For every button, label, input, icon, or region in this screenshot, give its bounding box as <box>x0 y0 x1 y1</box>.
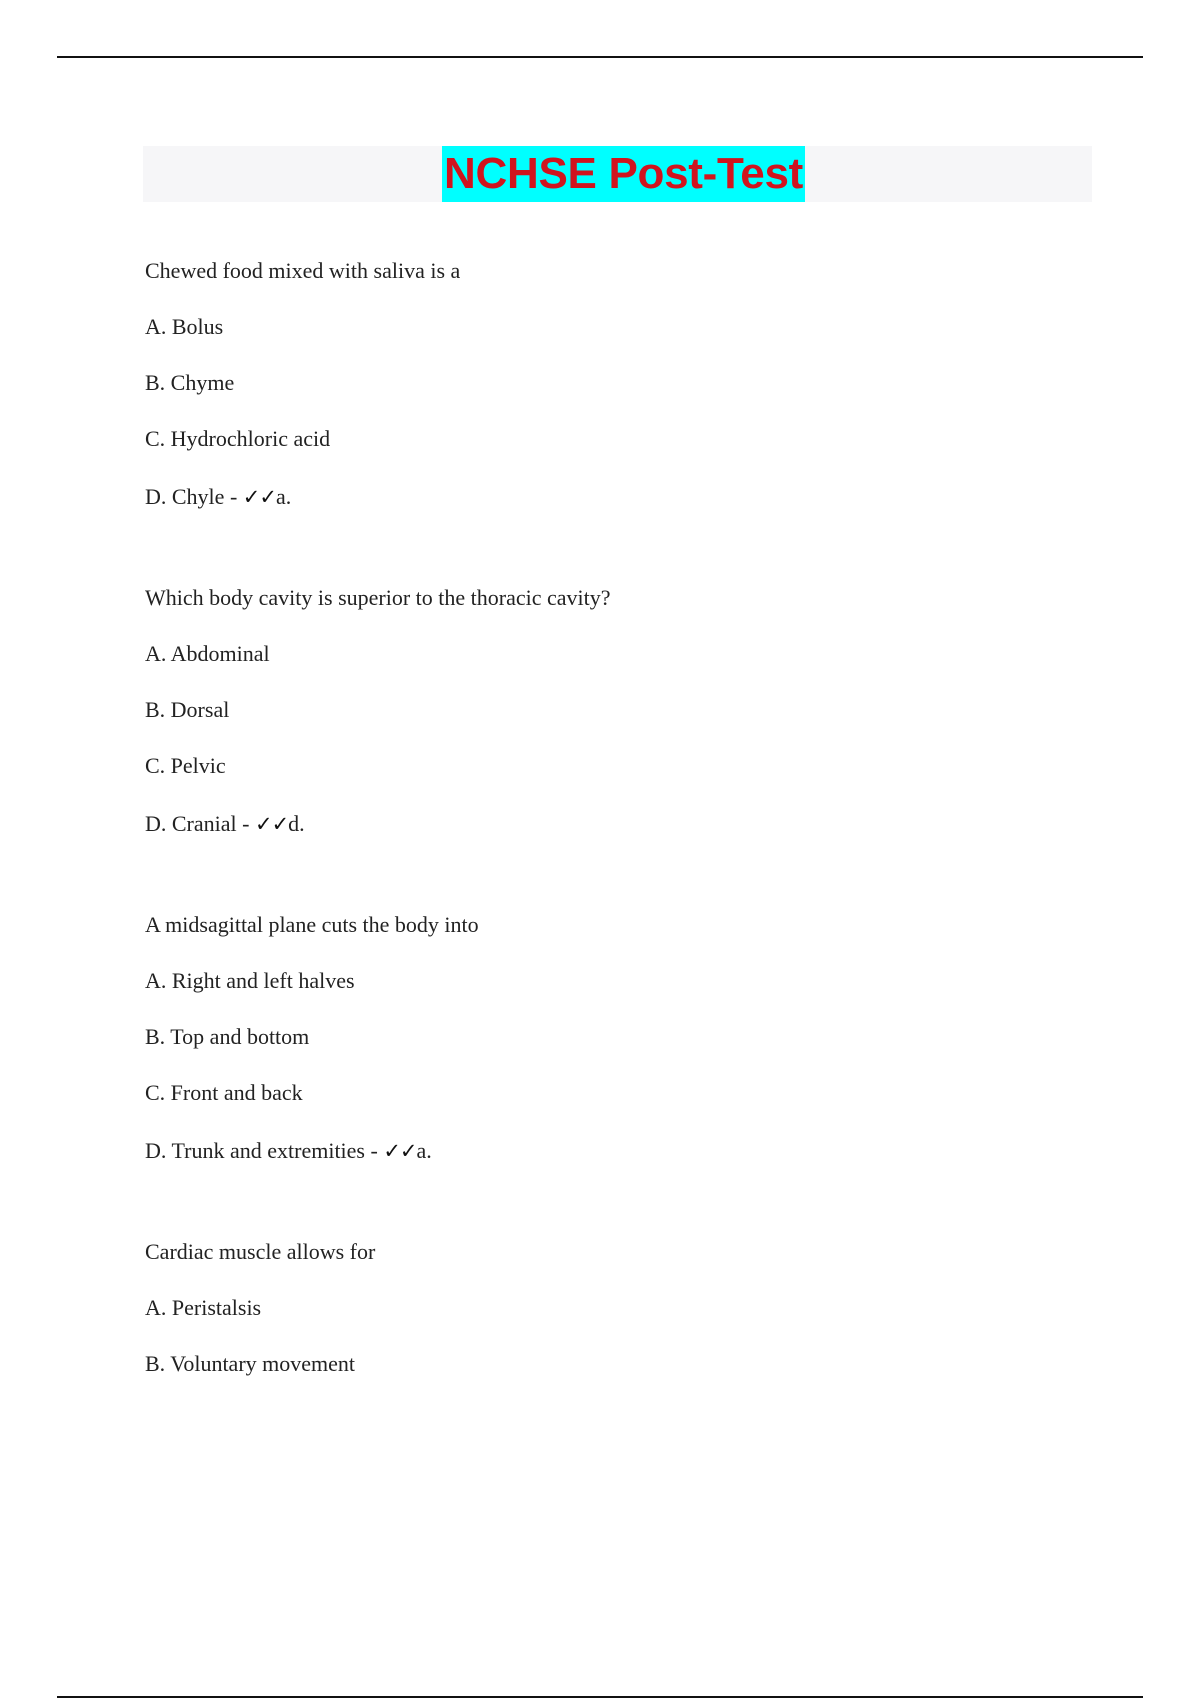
correct-answer: d. <box>288 811 305 836</box>
question-prompt: Cardiac muscle allows for <box>145 1239 376 1264</box>
answer-option-text: D. Trunk and extremities - <box>145 1138 384 1163</box>
answer-option: B. Top and bottom <box>145 1024 310 1049</box>
answer-option: A. Bolus <box>145 314 224 339</box>
correct-answer: a. <box>275 484 292 509</box>
answer-option: B. Voluntary movement <box>145 1351 356 1376</box>
answer-option: B. Dorsal <box>145 697 230 722</box>
question-item <box>145 1233 1085 1401</box>
answer-option: A. Abdominal <box>145 641 270 666</box>
question-prompt: Which body cavity is superior to the thoracic cavity? <box>145 585 611 610</box>
double-check-icon: ✓✓ <box>242 485 276 509</box>
question-item <box>145 906 1085 1190</box>
answer-option-with-key <box>145 1130 1085 1190</box>
answer-option: A. Peristalsis <box>145 1295 262 1320</box>
double-check-icon: ✓✓ <box>383 1139 417 1163</box>
answer-option-text: D. Chyle - <box>145 484 243 509</box>
question-prompt: A midsagittal plane cuts the body into <box>145 912 479 937</box>
title-band <box>143 146 1092 202</box>
correct-answer: a. <box>416 1138 432 1163</box>
question-prompt: Chewed food mixed with saliva is a <box>145 258 461 283</box>
answer-option-with-key <box>145 476 1085 536</box>
answer-option: A. Right and left halves <box>145 968 355 993</box>
answer-option: C. Pelvic <box>145 753 226 778</box>
question-list <box>145 252 1085 1444</box>
header-rule <box>57 56 1143 58</box>
footer-rule <box>57 1696 1143 1698</box>
answer-option-with-key <box>145 803 1085 863</box>
document-title: NCHSE Post-Test <box>442 146 805 202</box>
question-item <box>145 252 1085 536</box>
answer-option-text: D. Cranial - <box>145 811 255 836</box>
double-check-icon: ✓✓ <box>254 812 289 836</box>
question-item <box>145 579 1085 863</box>
answer-option: C. Front and back <box>145 1080 303 1105</box>
answer-option: B. Chyme <box>145 370 235 395</box>
answer-option: C. Hydrochloric acid <box>145 426 331 451</box>
